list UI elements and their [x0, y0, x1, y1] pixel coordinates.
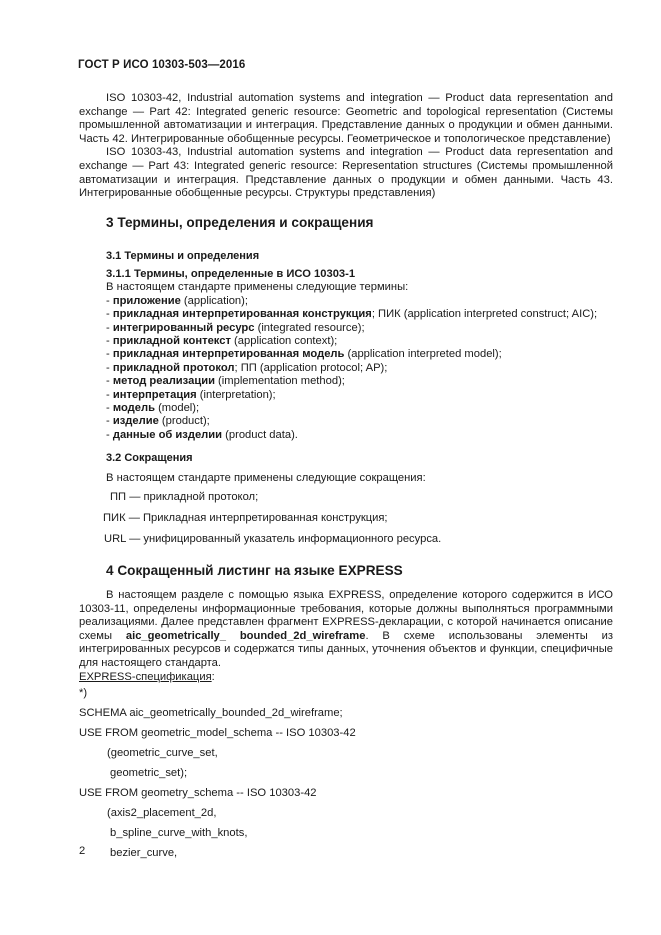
abbreviation-item: URL — унифицированный указатель информационного ресурса. — [104, 533, 442, 545]
subsection-3-1-title: 3.1 Термины и определения — [106, 250, 260, 262]
reference-iso-10303-43: ISO 10303-43, Industrial automation systems and integration — Product data representation and exchange — Part 43: Integrated generic resource: Representation structures (Системы промышленной автоматизации и интеграция. Представление данных о продукции и обмен данными. Часть 43. Интегрированные обобщенные ресурсы. Структуры представления) — [79, 146, 613, 200]
term-item: - прикладной протокол; ПП (application protocol; AP); — [106, 361, 388, 374]
term-item: - изделие (product); — [106, 415, 210, 428]
term-item: - метод реализации (implementation method); — [106, 375, 345, 388]
term-item: - прикладная интерпретированная модель (application interpreted model); — [106, 348, 502, 361]
page-number: 2 — [79, 845, 86, 857]
reference-iso-10303-42: ISO 10303-42, Industrial automation systems and integration — Product data representation and exchange — Part 42: Integrated generic resource: Geometric and topological representation (Системы промышленной автоматизации и интеграция. Представление данных о продукции и обмен данными. Часть 42. Интегрированные обобщенные ресурсы. Геометрическое и топологическое представление) — [79, 92, 613, 145]
section-4-paragraph: В настоящем разделе с помощью языка EXPRESS, определение которого содержится в ИСО 10303-11, определены информационные требования, которые должны выполняться программными реализациями. Далее представлен фрагмент EXPRESS-декларации, с которой начинается описание схемы aic_geometrically_ bounded_2d_wireframe. В схеме использованы элементы из интегрированных ресурсов и содержатся типы данных, уточнения объектов и функции, специфичные для настоящего стандарта. — [79, 589, 614, 669]
section-4-title: 4 Сокращенный листинг на языке EXPRESS — [106, 563, 403, 578]
abbreviation-item: ПИК — Прикладная интерпретированная конструкция; — [103, 512, 388, 524]
subsection-3-1-1-title: 3.1.1 Термины, определенные в ИСО 10303-1 — [106, 268, 356, 280]
term-item: - модель (model); — [106, 401, 200, 414]
code-line: USE FROM geometry_schema -- ISO 10303-42 — [79, 787, 317, 799]
term-item: - прикладной контекст (application context); — [106, 334, 338, 347]
section-3-title: 3 Термины, определения и сокращения — [106, 215, 374, 230]
normative-references — [79, 92, 613, 201]
terms-list — [106, 295, 626, 442]
code-line: *) — [79, 687, 88, 699]
term-item: - интегрированный ресурс (integrated resource); — [106, 321, 365, 334]
term-item: - данные об изделии (product data). — [106, 428, 298, 441]
code-line: b_spline_curve_with_knots, — [110, 827, 248, 839]
abbreviations-intro: В настоящем стандарте применены следующие сокращения: — [106, 472, 426, 484]
code-line: bezier_curve, — [110, 847, 178, 859]
express-spec-label: EXPRESS-спецификация: — [79, 670, 215, 683]
code-line: (geometric_curve_set, — [107, 747, 218, 759]
code-line: SCHEMA aic_geometrically_bounded_2d_wireframe; — [79, 707, 343, 719]
code-line: (axis2_placement_2d, — [107, 807, 217, 819]
abbreviation-item: ПП — прикладной протокол; — [110, 491, 259, 503]
terms-intro: В настоящем стандарте применены следующие термины: — [106, 281, 409, 294]
subsection-3-2-title: 3.2 Сокращения — [106, 452, 193, 464]
code-line: geometric_set); — [110, 767, 188, 779]
express-listing — [79, 683, 619, 863]
section-4-body — [79, 589, 613, 684]
term-item: - прикладная интерпретированная конструкция; ПИК (application interpreted construct; AIC); — [106, 308, 598, 321]
subsection-3-1-1 — [106, 268, 626, 442]
term-item: - приложение (application); — [106, 294, 248, 307]
code-line: USE FROM geometric_model_schema -- ISO 10303-42 — [79, 727, 356, 739]
term-item: - интерпретация (interpretation); — [106, 388, 276, 401]
document-header: ГОСТ Р ИСО 10303-503—2016 — [78, 59, 246, 71]
